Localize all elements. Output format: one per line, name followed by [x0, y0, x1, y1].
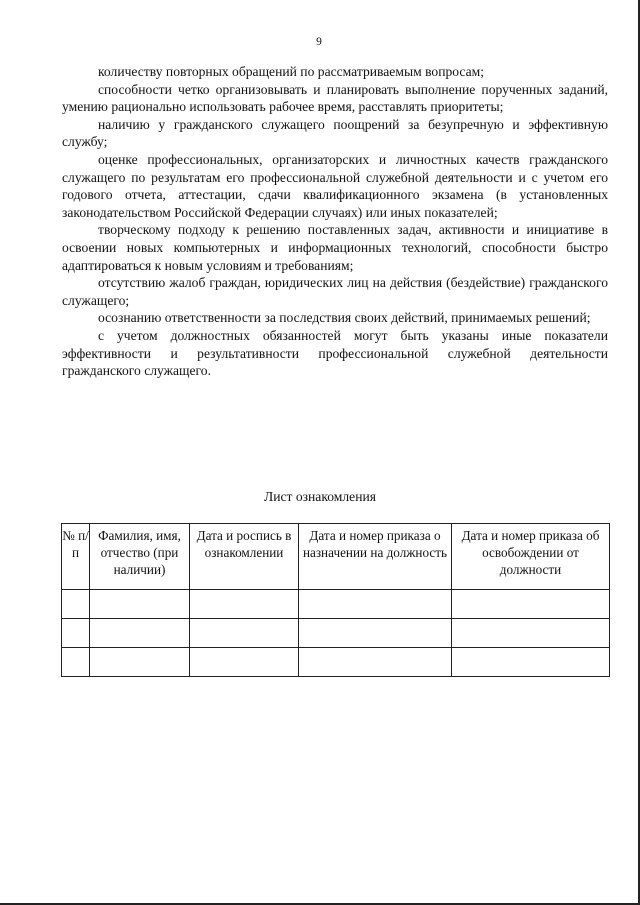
- table-cell: [452, 590, 610, 619]
- paragraph-organization-skills: способности четко организовывать и планировать выполнение порученных заданий, умению рационально использовать рабочее время, расставлять приоритеты;: [62, 81, 608, 115]
- column-header-full-name: Фамилия, имя, отчество (при наличии): [90, 524, 190, 590]
- table-cell: [190, 590, 299, 619]
- table-cell: [452, 648, 610, 677]
- table-cell: [90, 590, 190, 619]
- table-cell: [62, 619, 90, 648]
- table-row: [62, 619, 610, 648]
- table-row: [62, 590, 610, 619]
- column-header-dismissal-order: Дата и номер приказа об освобождении от должности: [452, 524, 610, 590]
- table-row: [62, 648, 610, 677]
- table-cell: [62, 648, 90, 677]
- column-header-appointment-order: Дата и номер приказа о назначении на должность: [299, 524, 452, 590]
- paragraph-responsibility: осознанию ответственности за последствия своих действий, принимаемых решений;: [98, 310, 591, 326]
- page-number: 9: [316, 36, 322, 48]
- table-header-row: [62, 524, 610, 590]
- acknowledgement-title: Лист ознакомления: [263, 489, 376, 504]
- table-cell: [90, 619, 190, 648]
- table-cell: [299, 590, 452, 619]
- table-cell: [62, 590, 90, 619]
- table-cell: [299, 619, 452, 648]
- column-header-signature-date: Дата и роспись в ознакомлении: [190, 524, 299, 590]
- table-cell: [299, 648, 452, 677]
- paragraph-repeat-requests: количеству повторных обращений по рассматриваемым вопросам;: [98, 64, 485, 79]
- acknowledgement-table: [61, 523, 610, 677]
- paragraph-incentives: наличию у гражданского служащего поощрений за безупречную и эффективную службу;: [62, 116, 608, 150]
- table-cell: [452, 619, 610, 648]
- paragraph-creative-approach: творческому подходу к решению поставленных задач, активности и инициативе в освоении новых компьютерных и информационных технологий, способности быстро адаптироваться к новым условиям и требованиям;: [62, 222, 608, 273]
- table-cell: [90, 648, 190, 677]
- paragraph-other-indicators: с учетом должностных обязанностей могут быть указаны иные показатели эффективности и результативности профессиональной служебной деятельности гражданского служащего.: [62, 327, 608, 379]
- column-header-number: № п/п: [62, 524, 90, 590]
- table-cell: [190, 619, 299, 648]
- paragraph-no-complaints: отсутствию жалоб граждан, юридических лиц на действия (бездействие) гражданского служащего;: [62, 275, 608, 308]
- body-text: [62, 63, 608, 380]
- table-cell: [190, 648, 299, 677]
- paragraph-qualities-assessment: оценке профессиональных, организаторских и личностных качеств гражданского служащего по результатам его профессиональной служебной деятельности и с учетом его годового отчета, аттестации, сдачи квалификационного экзамена (в установленных законодательством Российской Федерации случаях) или иных показателей;: [62, 151, 608, 220]
